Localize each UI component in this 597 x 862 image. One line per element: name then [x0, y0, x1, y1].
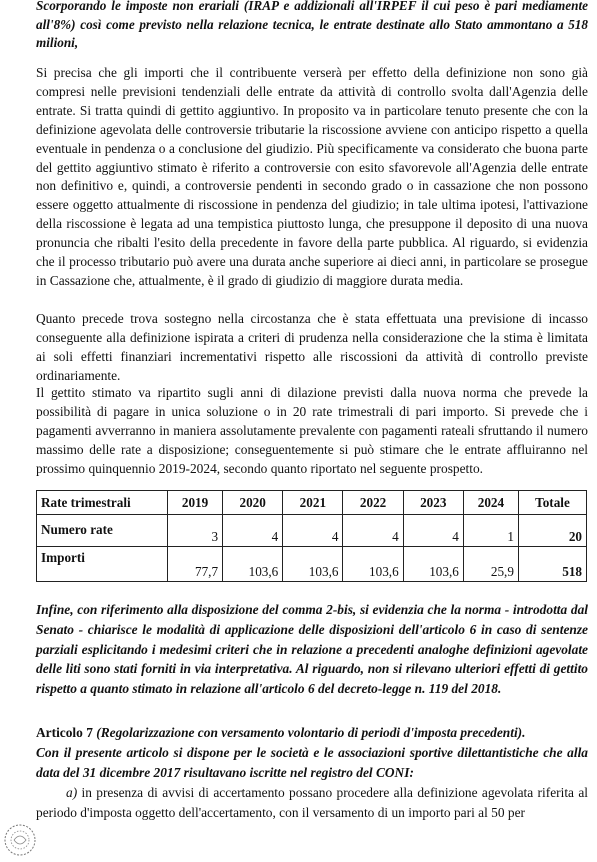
table-row — [37, 547, 587, 582]
table-header-cell: 2019 — [168, 491, 223, 515]
paragraph-2: Quanto precede trova sostegno nella circostanza che è stata effettuata una previsione di incasso conseguente alla definizione ispirata a criteri di prudenza nella considerazione che la stima è limitata ai soli effetti finanziari incrementativi rispetto alle riscossioni da attività di controllo previste ordinariamente. — [36, 311, 588, 383]
article-7-label: Articolo 7 — [36, 725, 93, 740]
table-row — [37, 515, 587, 547]
table-header-cell: 2021 — [283, 491, 343, 515]
item-a-text: in presenza di avvisi di accertamento possano procedere alla definizione agevolata riferita al periodo d'imposta oggetto dell'accertamento, con il versamento di un importo pari al 50 per — [36, 785, 588, 820]
table-cell: 103,6 — [283, 547, 343, 582]
table-cell: Numero rate — [37, 515, 168, 547]
table-cell: 103,6 — [403, 547, 463, 582]
table-header-row — [37, 491, 587, 515]
table-header-cell: 2023 — [403, 491, 463, 515]
rates-table — [36, 490, 587, 582]
paragraph-3: Il gettito stimato va ripartito sugli anni di dilazione previsti dalla nuova norma che prevede la possibilità di pagare in unica soluzione o in 20 rate trimestrali di pari importo. Si prevede che i pagamenti avverranno in maniera assolutamente prevalente con pagamenti rateali sfruttando il numero massimo delle rate a disposizione; conseguentemente si può stimare che le entrate affluiranno nel prossimo quinquennio 2019-2024, secondo quanto riportato nel seguente prospetto. — [36, 385, 588, 476]
item-a-label: a) — [66, 785, 78, 800]
table-cell: 518 — [518, 547, 586, 582]
table-cell: 103,6 — [343, 547, 403, 582]
table-cell: 20 — [518, 515, 586, 547]
article-7-heading — [36, 724, 588, 743]
table-cell: Importi — [37, 547, 168, 582]
seal-stamp-icon — [2, 822, 38, 858]
table-header-cell: 2020 — [223, 491, 283, 515]
article-7-body: Con il presente articolo si dispone per le società e le associazioni sportive dilettantistiche che alla data del 31 dicembre 2017 risultavano iscritte nel registro del CONI: — [36, 745, 588, 780]
table-cell: 4 — [223, 515, 283, 547]
paragraph-4: Infine, con riferimento alla disposizione del comma 2-bis, si evidenzia che la norma - introdotta dal Senato - chiarisce le modalità di applicazione delle disposizioni dell'articolo 6 in caso di sentenze parziali esplicitando i medesimi criteri che in relazione a precedenti analoghe definizioni agevolate delle liti sono stati forniti in via interpretativa. Al riguardo, non si rilevano ulteriori effetti di gettito rispetto a quanto stimato in relazione all'articolo 6 del decreto-legge n. 119 del 2018. — [36, 602, 588, 697]
table-cell: 4 — [403, 515, 463, 547]
table-cell: 77,7 — [168, 547, 223, 582]
intro-paragraph: Scorporando le imposte non erariali (IRAP e addizionali all'IRPEF il cui peso è pari mediamente all'8%) così come previsto nella relazione tecnica, le entrate destinate allo Stato ammontano a 518 milioni, — [36, 0, 588, 51]
table-cell: 3 — [168, 515, 223, 547]
article-7-title: (Regolarizzazione con versamento volontario di periodi d'imposta precedenti). — [96, 725, 526, 740]
table-cell: 1 — [463, 515, 518, 547]
paragraph-1: Si precisa che gli importi che il contribuente verserà per effetto della definizione non sono già compresi nelle previsioni tendenziali delle entrate da attività di controllo svolta dall'Agenzia delle entrate. Si tratta quindi di gettito aggiuntivo. In proposito va in particolare tenuto presente che con la definizione agevolata delle controversie tributarie la riscossione avviene con anticipo rispetto a quella eventuale in pendenza o a conclusione del giudizio. Più specificamente va considerato che buona parte del gettito aggiuntivo stimato è riferito a controversie con esito sfavorevole all'Agenzia delle entrate non definitivo e, quindi, a controversie pendenti in secondo grado o in cassazione che non possono essere oggetto attualmente di riscossione in pendenza del giudizio; in tale ultima ipotesi, l'attivazione della riscossione è legata ad una tempistica piuttosto lunga, che presuppone il deposito di una nuova pronuncia che ribalti l'esito della precedente in favore della parte pubblica. Al riguardo, si evidenzia che il processo tributario può avere una durata anche superiore ai dieci anni, in particolare se prosegue in Cassazione che, attualmente, è il grado di giudizio di maggiore durata media. — [36, 65, 588, 288]
table-header-cell: Rate trimestrali — [37, 491, 168, 515]
table-header-cell: Totale — [518, 491, 586, 515]
table-cell: 103,6 — [223, 547, 283, 582]
table-header-cell: 2022 — [343, 491, 403, 515]
table-cell: 25,9 — [463, 547, 518, 582]
table-cell: 4 — [283, 515, 343, 547]
table-header-cell: 2024 — [463, 491, 518, 515]
table-cell: 4 — [343, 515, 403, 547]
item-a — [36, 783, 588, 823]
